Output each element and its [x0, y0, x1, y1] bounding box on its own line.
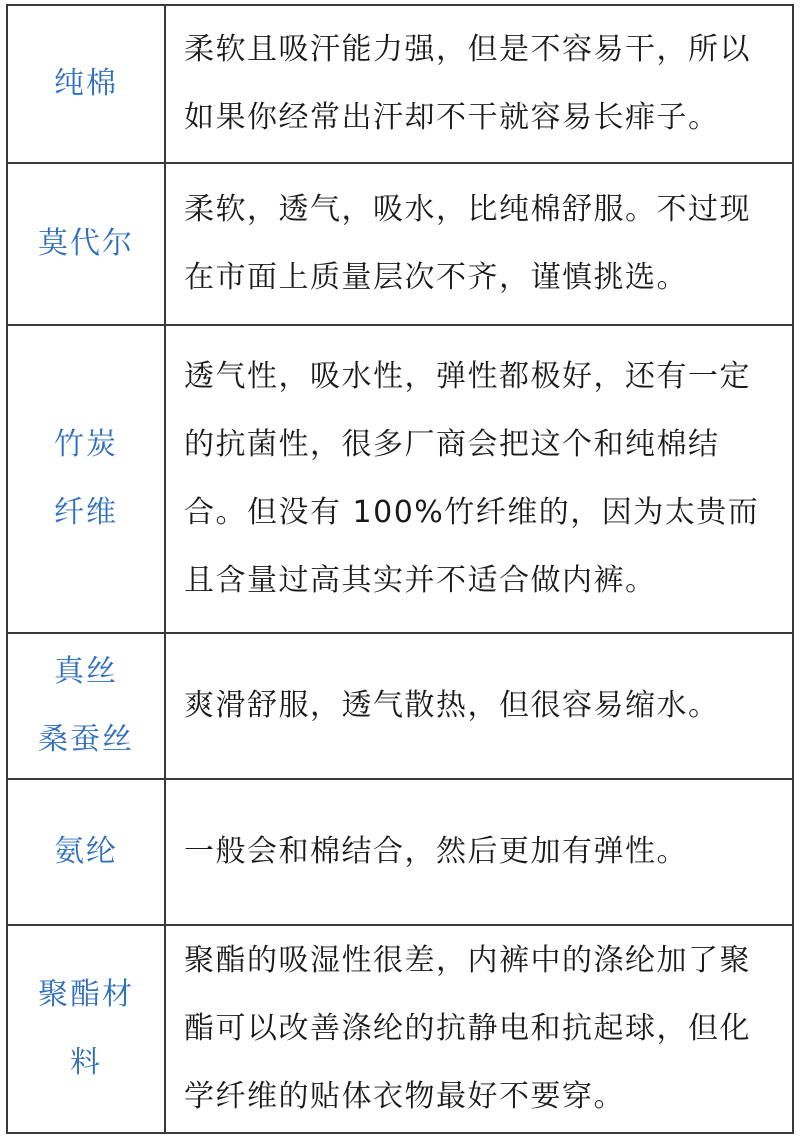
fabric-name: 料 [70, 1045, 102, 1080]
fabric-name: 真丝 [54, 654, 118, 689]
fabric-name: 氨纶 [54, 834, 118, 869]
fabric-name: 桑蚕丝 [38, 722, 134, 757]
table-row [7, 633, 793, 779]
fabric-name-cell [7, 5, 165, 163]
fabric-name: 纤维 [54, 495, 118, 530]
fabric-name-cell [7, 325, 165, 633]
fabric-description: 聚酯的吸湿性很差，内裤中的涤纶加了聚酯可以改善涤纶的抗静电和抗起球，但化学纤维的贴体衣物最好不要穿。 [165, 925, 793, 1133]
fabric-comparison-table [6, 4, 794, 1134]
fabric-description: 一般会和棉结合，然后更加有弹性。 [165, 779, 793, 925]
fabric-name-cell [7, 925, 165, 1133]
table-row [7, 779, 793, 925]
fabric-name-cell [7, 163, 165, 325]
fabric-description: 柔软，透气，吸水，比纯棉舒服。不过现在市面上质量层次不齐，谨慎挑选。 [165, 163, 793, 325]
fabric-name: 聚酯材 [38, 977, 134, 1012]
table-row [7, 163, 793, 325]
fabric-description: 柔软且吸汗能力强，但是不容易干，所以如果你经常出汗却不干就容易长痱子。 [165, 5, 793, 163]
table-row [7, 5, 793, 163]
fabric-name: 纯棉 [54, 66, 118, 101]
fabric-name-cell [7, 633, 165, 779]
fabric-name: 莫代尔 [38, 226, 134, 261]
fabric-description: 透气性，吸水性，弹性都极好，还有一定的抗菌性，很多厂商会把这个和纯棉结合。但没有 100%竹纤维的，因为太贵而且含量过高其实并不适合做内裤。 [165, 325, 793, 633]
table-row [7, 925, 793, 1133]
fabric-description: 爽滑舒服，透气散热，但很容易缩水。 [165, 633, 793, 779]
fabric-name-cell [7, 779, 165, 925]
fabric-name: 竹炭 [54, 427, 118, 462]
table-row [7, 325, 793, 633]
